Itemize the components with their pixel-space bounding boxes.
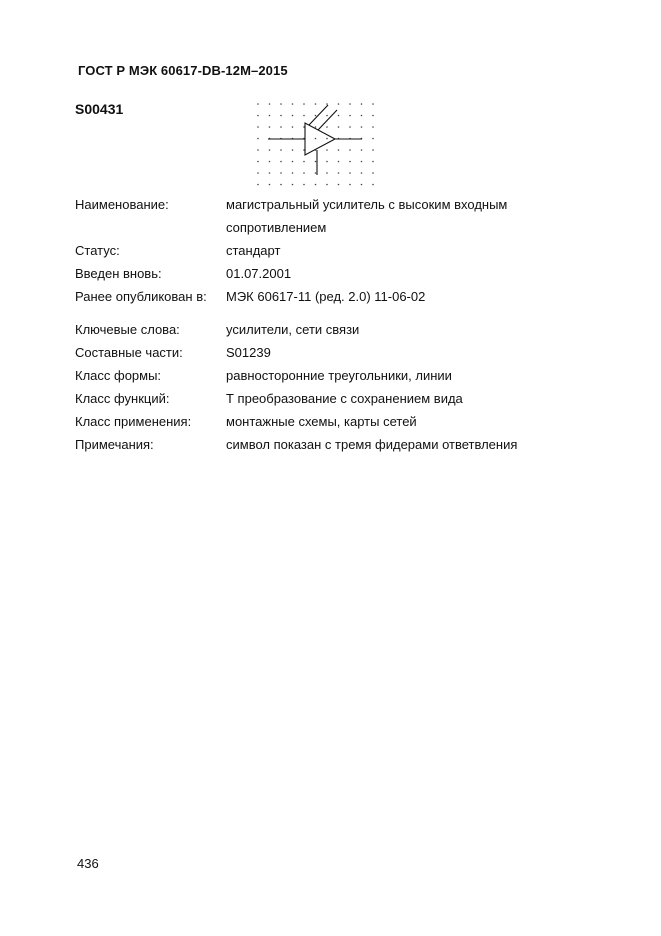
grid-dot (280, 161, 282, 163)
grid-dot (338, 161, 340, 163)
grid-dot (315, 184, 317, 186)
document-header: ГОСТ Р МЭК 60617-DB-12M–2015 (78, 63, 288, 78)
grid-dot (372, 161, 374, 163)
grid-dot (292, 161, 294, 163)
field-label: Класс функций: (75, 391, 170, 406)
grid-dot (257, 126, 259, 128)
grid-dot (349, 149, 351, 151)
grid-dot (257, 138, 259, 140)
field-label: Примечания: (75, 437, 154, 452)
field-label: Ключевые слова: (75, 322, 180, 337)
grid-dot (280, 115, 282, 117)
grid-dot (269, 184, 271, 186)
grid-dot (303, 172, 305, 174)
grid-dot (372, 115, 374, 117)
grid-dots (257, 103, 374, 185)
grid-dot (326, 115, 328, 117)
grid-dot (361, 172, 363, 174)
grid-dot (372, 103, 374, 105)
grid-dot (315, 115, 317, 117)
grid-dot (349, 172, 351, 174)
grid-dot (349, 161, 351, 163)
grid-dot (338, 115, 340, 117)
field-label: Статус: (75, 243, 120, 258)
grid-dot (338, 172, 340, 174)
grid-dot (338, 126, 340, 128)
grid-dot (315, 126, 317, 128)
grid-dot (349, 103, 351, 105)
grid-dot (326, 149, 328, 151)
grid-dot (257, 184, 259, 186)
grid-dot (292, 115, 294, 117)
grid-dot (326, 172, 328, 174)
grid-dot (269, 115, 271, 117)
grid-dot (326, 184, 328, 186)
field-value: символ показан с тремя фидерами ответвления (226, 437, 518, 452)
grid-dot (292, 126, 294, 128)
grid-dot (257, 161, 259, 163)
grid-dot (280, 126, 282, 128)
grid-dot (372, 172, 374, 174)
grid-dot (257, 172, 259, 174)
field-label: Ранее опубликован в: (75, 289, 207, 304)
grid-dot (326, 103, 328, 105)
grid-dot (349, 115, 351, 117)
grid-dot (257, 103, 259, 105)
field-label: Наименование: (75, 197, 169, 212)
grid-dot (315, 161, 317, 163)
page-number: 436 (77, 856, 99, 871)
grid-dot (269, 126, 271, 128)
grid-dot (361, 103, 363, 105)
grid-dot (372, 149, 374, 151)
grid-dot (315, 138, 317, 140)
grid-dot (361, 184, 363, 186)
grid-dot (361, 149, 363, 151)
symbol-code: S00431 (75, 101, 124, 117)
field-value: 01.07.2001 (226, 266, 292, 281)
grid-dot (372, 184, 374, 186)
grid-dot (269, 161, 271, 163)
field-label: Класс формы: (75, 368, 162, 383)
grid-dot (372, 126, 374, 128)
field-value: монтажные схемы, карты сетей (226, 414, 417, 429)
field-value: МЭК 60617-11 (ред. 2.0) 11-06-02 (226, 289, 426, 304)
grid-dot (257, 115, 259, 117)
field-label: Класс применения: (75, 414, 192, 429)
grid-dot (361, 115, 363, 117)
grid-dot (303, 115, 305, 117)
field-value: Т преобразование с сохранением вида (226, 391, 463, 406)
amplifier-symbol-figure (254, 99, 380, 191)
field-value: усилители, сети связи (226, 322, 360, 337)
grid-dot (292, 149, 294, 151)
grid-dot (303, 161, 305, 163)
grid-dot (292, 103, 294, 105)
grid-dot (338, 149, 340, 151)
grid-dot (338, 103, 340, 105)
grid-dot (269, 149, 271, 151)
grid-dot (303, 103, 305, 105)
grid-dot (257, 149, 259, 151)
grid-dot (303, 184, 305, 186)
field-label: Введен вновь: (75, 266, 162, 281)
grid-dot (315, 103, 317, 105)
grid-dot (349, 126, 351, 128)
field-value: магистральный усилитель с высоким входным сопротивлением (226, 197, 508, 235)
grid-dot (326, 126, 328, 128)
grid-dot (361, 161, 363, 163)
grid-dot (326, 138, 328, 140)
grid-dot (269, 172, 271, 174)
grid-dot (372, 138, 374, 140)
grid-dot (349, 184, 351, 186)
grid-dot (338, 184, 340, 186)
grid-dot (280, 149, 282, 151)
grid-dot (280, 103, 282, 105)
grid-dot (269, 103, 271, 105)
grid-dot (315, 172, 317, 174)
grid-dot (326, 161, 328, 163)
grid-dot (280, 172, 282, 174)
field-value: стандарт (226, 243, 281, 258)
grid-dot (292, 172, 294, 174)
grid-dot (292, 184, 294, 186)
field-value: равносторонние треугольники, линии (226, 368, 452, 383)
grid-dot (280, 184, 282, 186)
field-value: S01239 (226, 345, 271, 360)
grid-dot (361, 126, 363, 128)
field-label: Составные части: (75, 345, 183, 360)
